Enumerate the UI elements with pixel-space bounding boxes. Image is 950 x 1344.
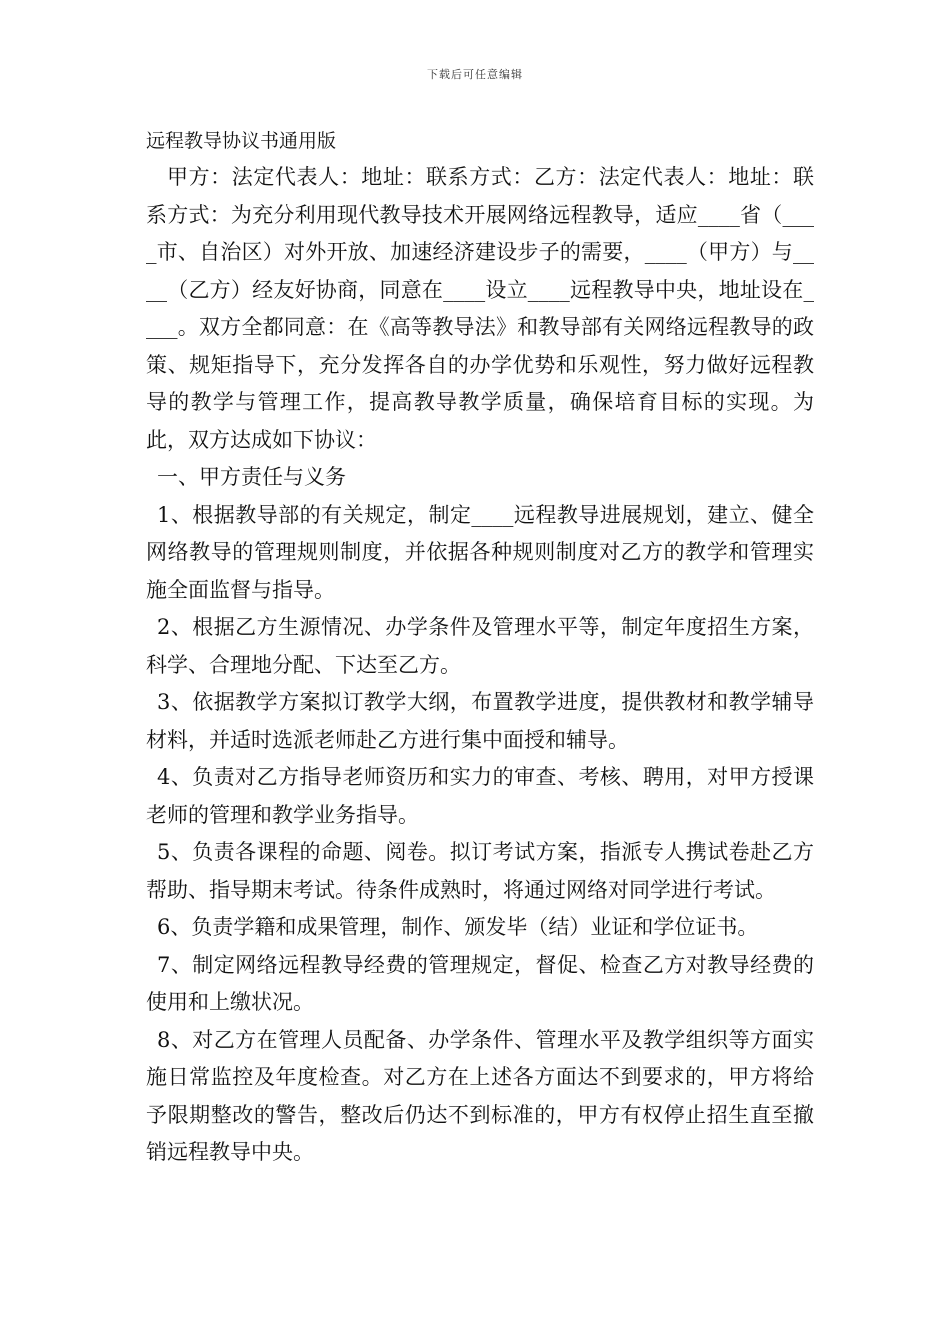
document-body [146,126,814,1172]
preamble-paragraph: 甲方：法定代表人：地址：联系方式：乙方：法定代表人：地址：联系方式：为充分利用现代教导技术开展网络远程教导，适应____省（____市、自治区）对外开放、加速经济建设步子的需要，____（甲方）与____（乙方）经友好协商，同意在____设立____远程教导中央，地址设在____。双方全都同意：在《高等教导法》和教导部有关网络远程教导的政策、规矩指导下，充分发挥各自的办学优势和乐观性，努力做好远程教导的教学与管理工作，提高教导教学质量，确保培育目标的实现。为此，双方达成如下协议： [146,165,814,452]
clause-item-1: 1、根据教导部的有关规定，制定____远程教导进展规划，建立、健全网络教导的管理规则制度，并依据各种规则制度对乙方的教学和管理实施全面监督与指导。 [146,502,814,602]
clause-item-6: 6、负责学籍和成果管理，制作、颁发毕（结）业证和学位证书。 [157,915,759,939]
clause-item-8: 8、对乙方在管理人员配备、办学条件、管理水平及教学组织等方面实施日常监控及年度检查。对乙方在上述各方面达不到要求的，甲方将给予限期整改的警告，整改后仍达不到标准的，甲方有权停止招生直至撤销远程教导中央。 [146,1027,814,1164]
header-note: 下载后可任意编辑 [427,68,523,81]
section-heading: 一、甲方责任与义务 [157,465,346,489]
clause-item-2: 2、根据乙方生源情况、办学条件及管理水平等，制定年度招生方案，科学、合理地分配、下达至乙方。 [146,615,814,677]
document-title: 远程教导协议书通用版 [146,130,337,152]
clause-item-7: 7、制定网络远程教导经费的管理规定，督促、检查乙方对教导经费的使用和上缴状况。 [146,952,814,1014]
clause-item-5: 5、负责各课程的命题、阅卷。拟订考试方案，指派专人携试卷赴乙方帮助、指导期末考试。待条件成熟时，将通过网络对同学进行考试。 [146,840,814,902]
clause-item-4: 4、负责对乙方指导老师资历和实力的审查、考核、聘用，对甲方授课老师的管理和教学业务指导。 [146,765,814,827]
clause-item-3: 3、依据教学方案拟订教学大纲，布置教学进度，提供教材和教学辅导材料，并适时选派老师赴乙方进行集中面授和辅导。 [146,690,814,752]
